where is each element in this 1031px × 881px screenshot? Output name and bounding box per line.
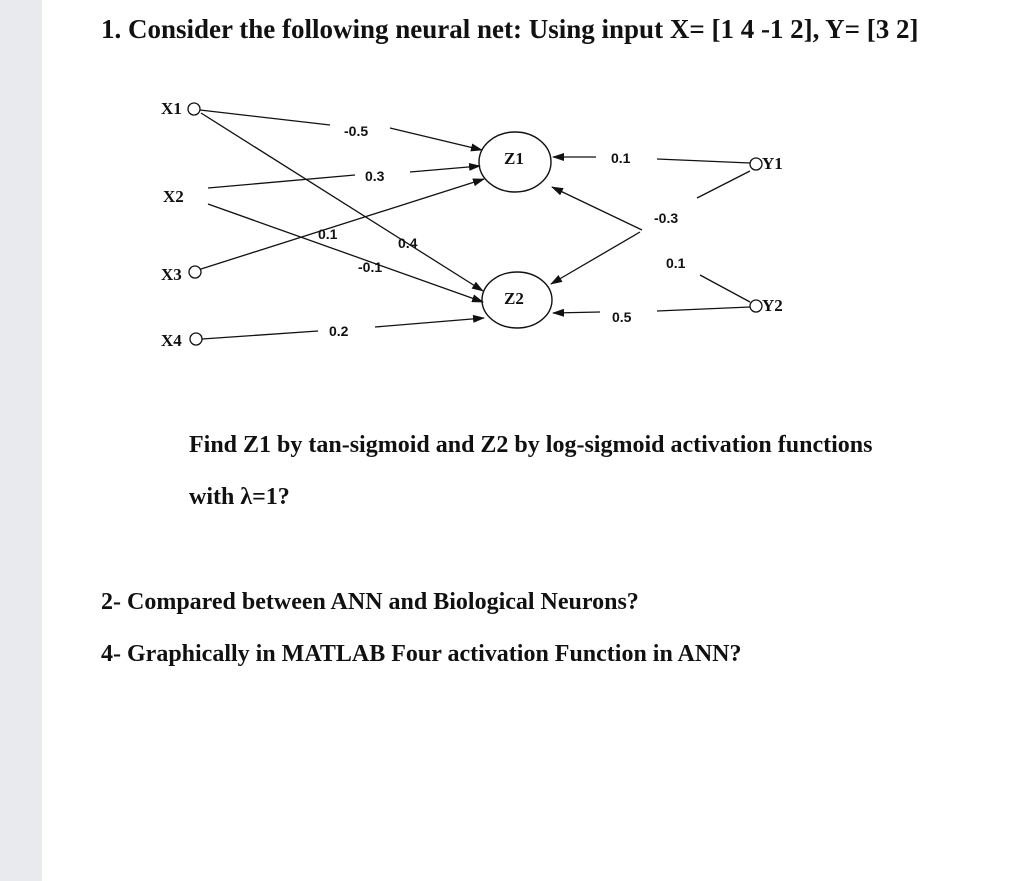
- edge-y2-z2-b: [657, 307, 750, 311]
- question-1-instruction-line1: Find Z1 by tan-sigmoid and Z2 by log-sigmoid activation functions: [189, 432, 873, 458]
- input-label-x1: X1: [161, 99, 182, 118]
- output-node-y1: [750, 154, 783, 173]
- output-circle-y2: [750, 300, 762, 312]
- question-4-text: 4- Graphically in MATLAB Four activation Function in ANN?: [101, 641, 742, 667]
- weight-x2-z1: 0.3: [365, 168, 385, 184]
- input-node-x4: [161, 331, 202, 350]
- weight-x3-z1: 0.1: [318, 226, 338, 242]
- input-node-x2: [163, 187, 184, 206]
- output-node-y2: [750, 296, 783, 315]
- input-node-x3: [161, 265, 201, 284]
- input-label-x2: X2: [163, 187, 184, 206]
- edge-x4-z2-a: [202, 331, 318, 339]
- edge-y2-z1-b: [700, 275, 750, 302]
- question-1-instruction-line2: with λ=1?: [189, 484, 290, 510]
- weight-y1-z1: 0.1: [611, 150, 631, 166]
- output-label-y1: Y1: [762, 154, 783, 173]
- edge-y2-z1-a: [552, 187, 642, 230]
- edge-x3-z1: [201, 179, 484, 269]
- input-node-x1: [161, 99, 200, 118]
- hidden-node-z1: [479, 132, 551, 192]
- weight-x2-z2: 0.4: [398, 235, 418, 251]
- edge-x2-z1-b: [410, 166, 480, 172]
- weight-x1-z2: -0.1: [358, 259, 383, 275]
- edge-y1-z1-b: [657, 159, 750, 163]
- edge-y1-z2-b: [551, 232, 640, 284]
- neural-network-diagram: [0, 0, 1031, 400]
- weight-x1-z1: -0.5: [344, 123, 369, 139]
- question-2-text: 2- Compared between ANN and Biological Neurons?: [101, 589, 639, 615]
- output-label-y2: Y2: [762, 296, 783, 315]
- hidden-node-z2: [482, 272, 552, 328]
- question-1-title: 1. Consider the following neural net: Using input X= [1 4 -1 2], Y= [3 2]: [101, 14, 919, 44]
- input-circle-x3: [189, 266, 201, 278]
- edge-x2-z1-a: [208, 175, 355, 188]
- edge-x1-z1-b: [390, 128, 482, 150]
- weight-y2-z2: 0.5: [612, 309, 632, 325]
- input-label-x4: X4: [161, 331, 182, 350]
- weight-y2-z1: 0.1: [666, 255, 686, 271]
- weight-y1-z2: -0.3: [654, 210, 679, 226]
- weight-x4-z2: 0.2: [329, 323, 349, 339]
- edge-y1-z2-a: [697, 171, 750, 198]
- edge-x4-z2-b: [375, 318, 484, 327]
- hidden-label-z1: Z1: [504, 149, 524, 168]
- hidden-label-z2: Z2: [504, 289, 524, 308]
- input-circle-x4: [190, 333, 202, 345]
- input-label-x3: X3: [161, 265, 182, 284]
- edge-y2-z2-a: [553, 312, 600, 313]
- output-circle-y1: [750, 158, 762, 170]
- edge-x1-z1-a: [200, 110, 330, 125]
- input-circle-x1: [188, 103, 200, 115]
